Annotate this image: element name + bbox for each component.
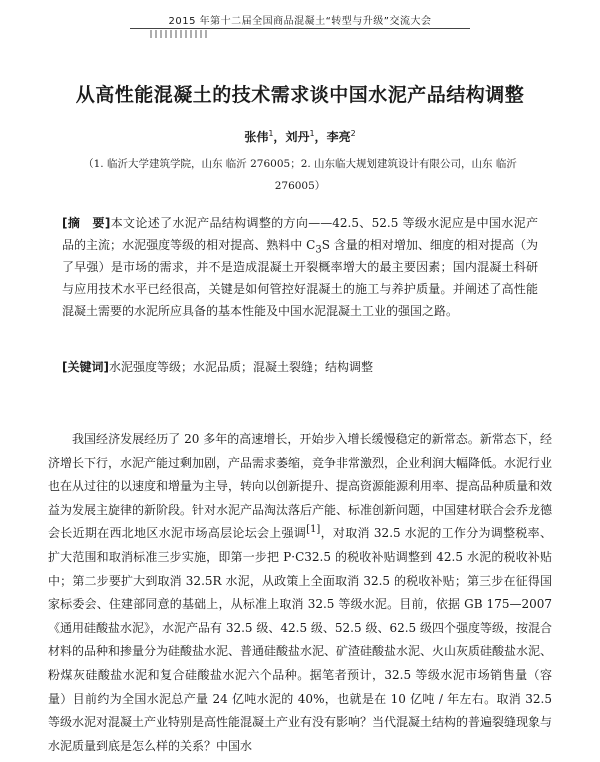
keywords-text: 水泥强度等级；水泥品质；混凝土裂缝；结构调整 (108, 360, 373, 374)
body-text: 我国经济发展经历了 20 多年的高速增长，开始步入增长缓慢稳定的新常态。新常态下，经济增长下行，水泥产能过剩加剧，产品需求萎缩，竞争非常激烈，企业利润大幅降低。水泥行业也在从过往的以速度和增量为主导，转向以创新提升、提高资源能源利用率、提高品种质量和效益为发展主旋律的新阶段。针对水泥产品淘汰落后产能、标准创新问题，中国建材联合会乔龙德会长近期在西北地区水泥市场高层论坛会上强调 (48, 432, 553, 541)
keywords (62, 356, 538, 378)
author-list (0, 128, 600, 145)
abstract-text: 本文论述了水泥产品结构调整的方向——42.5、52.5 等级水泥应是中国水泥产品的主流；水泥强度等级的相对提高、熟料中 C (62, 216, 538, 252)
author-name: 李亮 (326, 130, 351, 144)
running-header: 2015 年第十二届全国商品混凝土“转型与升级”交流大会 (168, 16, 432, 27)
abstract-text-cont: S 含量的相对增加、细度的相对提高（为了早强）是市场的需求，并不是造成混凝土开裂概率增大的最主要因素；国内混凝土科研与应用技术水平已经很高，关键是如何管控好混凝土的施工与养护质量。并阐述了高性能混凝土需要的水泥所应具备的基本性能及中国水泥混凝土工业的强国之路。 (62, 238, 538, 318)
author-affil-mark: 2 (350, 129, 356, 138)
affiliation: （1. 临沂大学建筑学院，山东 临沂 276005；2. 山东临大规划建筑设计有限公司，山东 临沂 276005） (83, 158, 517, 192)
header-rule (130, 28, 470, 29)
paper-title: 从高性能混凝土的技术需求谈中国水泥产品结构调整 (75, 84, 525, 106)
citation-ref[interactable]: [1] (306, 524, 321, 536)
author-name: 张伟 (244, 130, 269, 144)
author-separator: ， (273, 130, 286, 144)
keywords-label: [关键词] (62, 360, 109, 374)
abstract (62, 212, 538, 322)
abstract-label: [摘 要] (62, 216, 111, 230)
author-separator: ， (314, 130, 327, 144)
author-affil-mark: 1 (268, 129, 274, 138)
body-text-cont: ，对取消 32.5 水泥的工作分为调整税率、扩大范围和取消标准三步实施，即第一步把 P·C32.5 的税收补贴调整到 42.5 水泥的税收补贴中；第二步要扩大到取消 32.5R 水泥，从政策上全面取消 32.5 的税收补贴；第三步在征得国家标委会、住建部同意的基础上，从标准上取消 32.5 等级水泥。目前，依据 GB 175—2007《通用硅酸盐水泥》，水泥产品有 32.5 级、42.5 级、52.5 级、62.5 级四个强度等级，按混合材料的品种和掺量分为硅酸盐水泥、普通硅酸盐水泥、矿渣硅酸盐水泥、火山灰质硅酸盐水泥、粉煤灰硅酸盐水泥和复合硅酸盐水泥六个品种。据笔者预计，32.5 等级水泥市场销售量（容量）目前约为全国水泥总产量 24 亿吨水泥的 40%，也就是在 10 亿吨 / 年左右。取消 32.5 等级水泥对混凝土产业特别是高性能混凝土产业有没有影响？当代混凝土结构的普遍裂缝现象与水泥质量到底是怎么样的关系？中国水 (48, 526, 553, 753)
author-affil-mark: 1 (309, 129, 315, 138)
scan-smudge (150, 30, 210, 38)
author-name: 刘丹 (285, 130, 310, 144)
abstract-subscript: 3 (315, 244, 322, 256)
body-paragraph (48, 428, 552, 758)
